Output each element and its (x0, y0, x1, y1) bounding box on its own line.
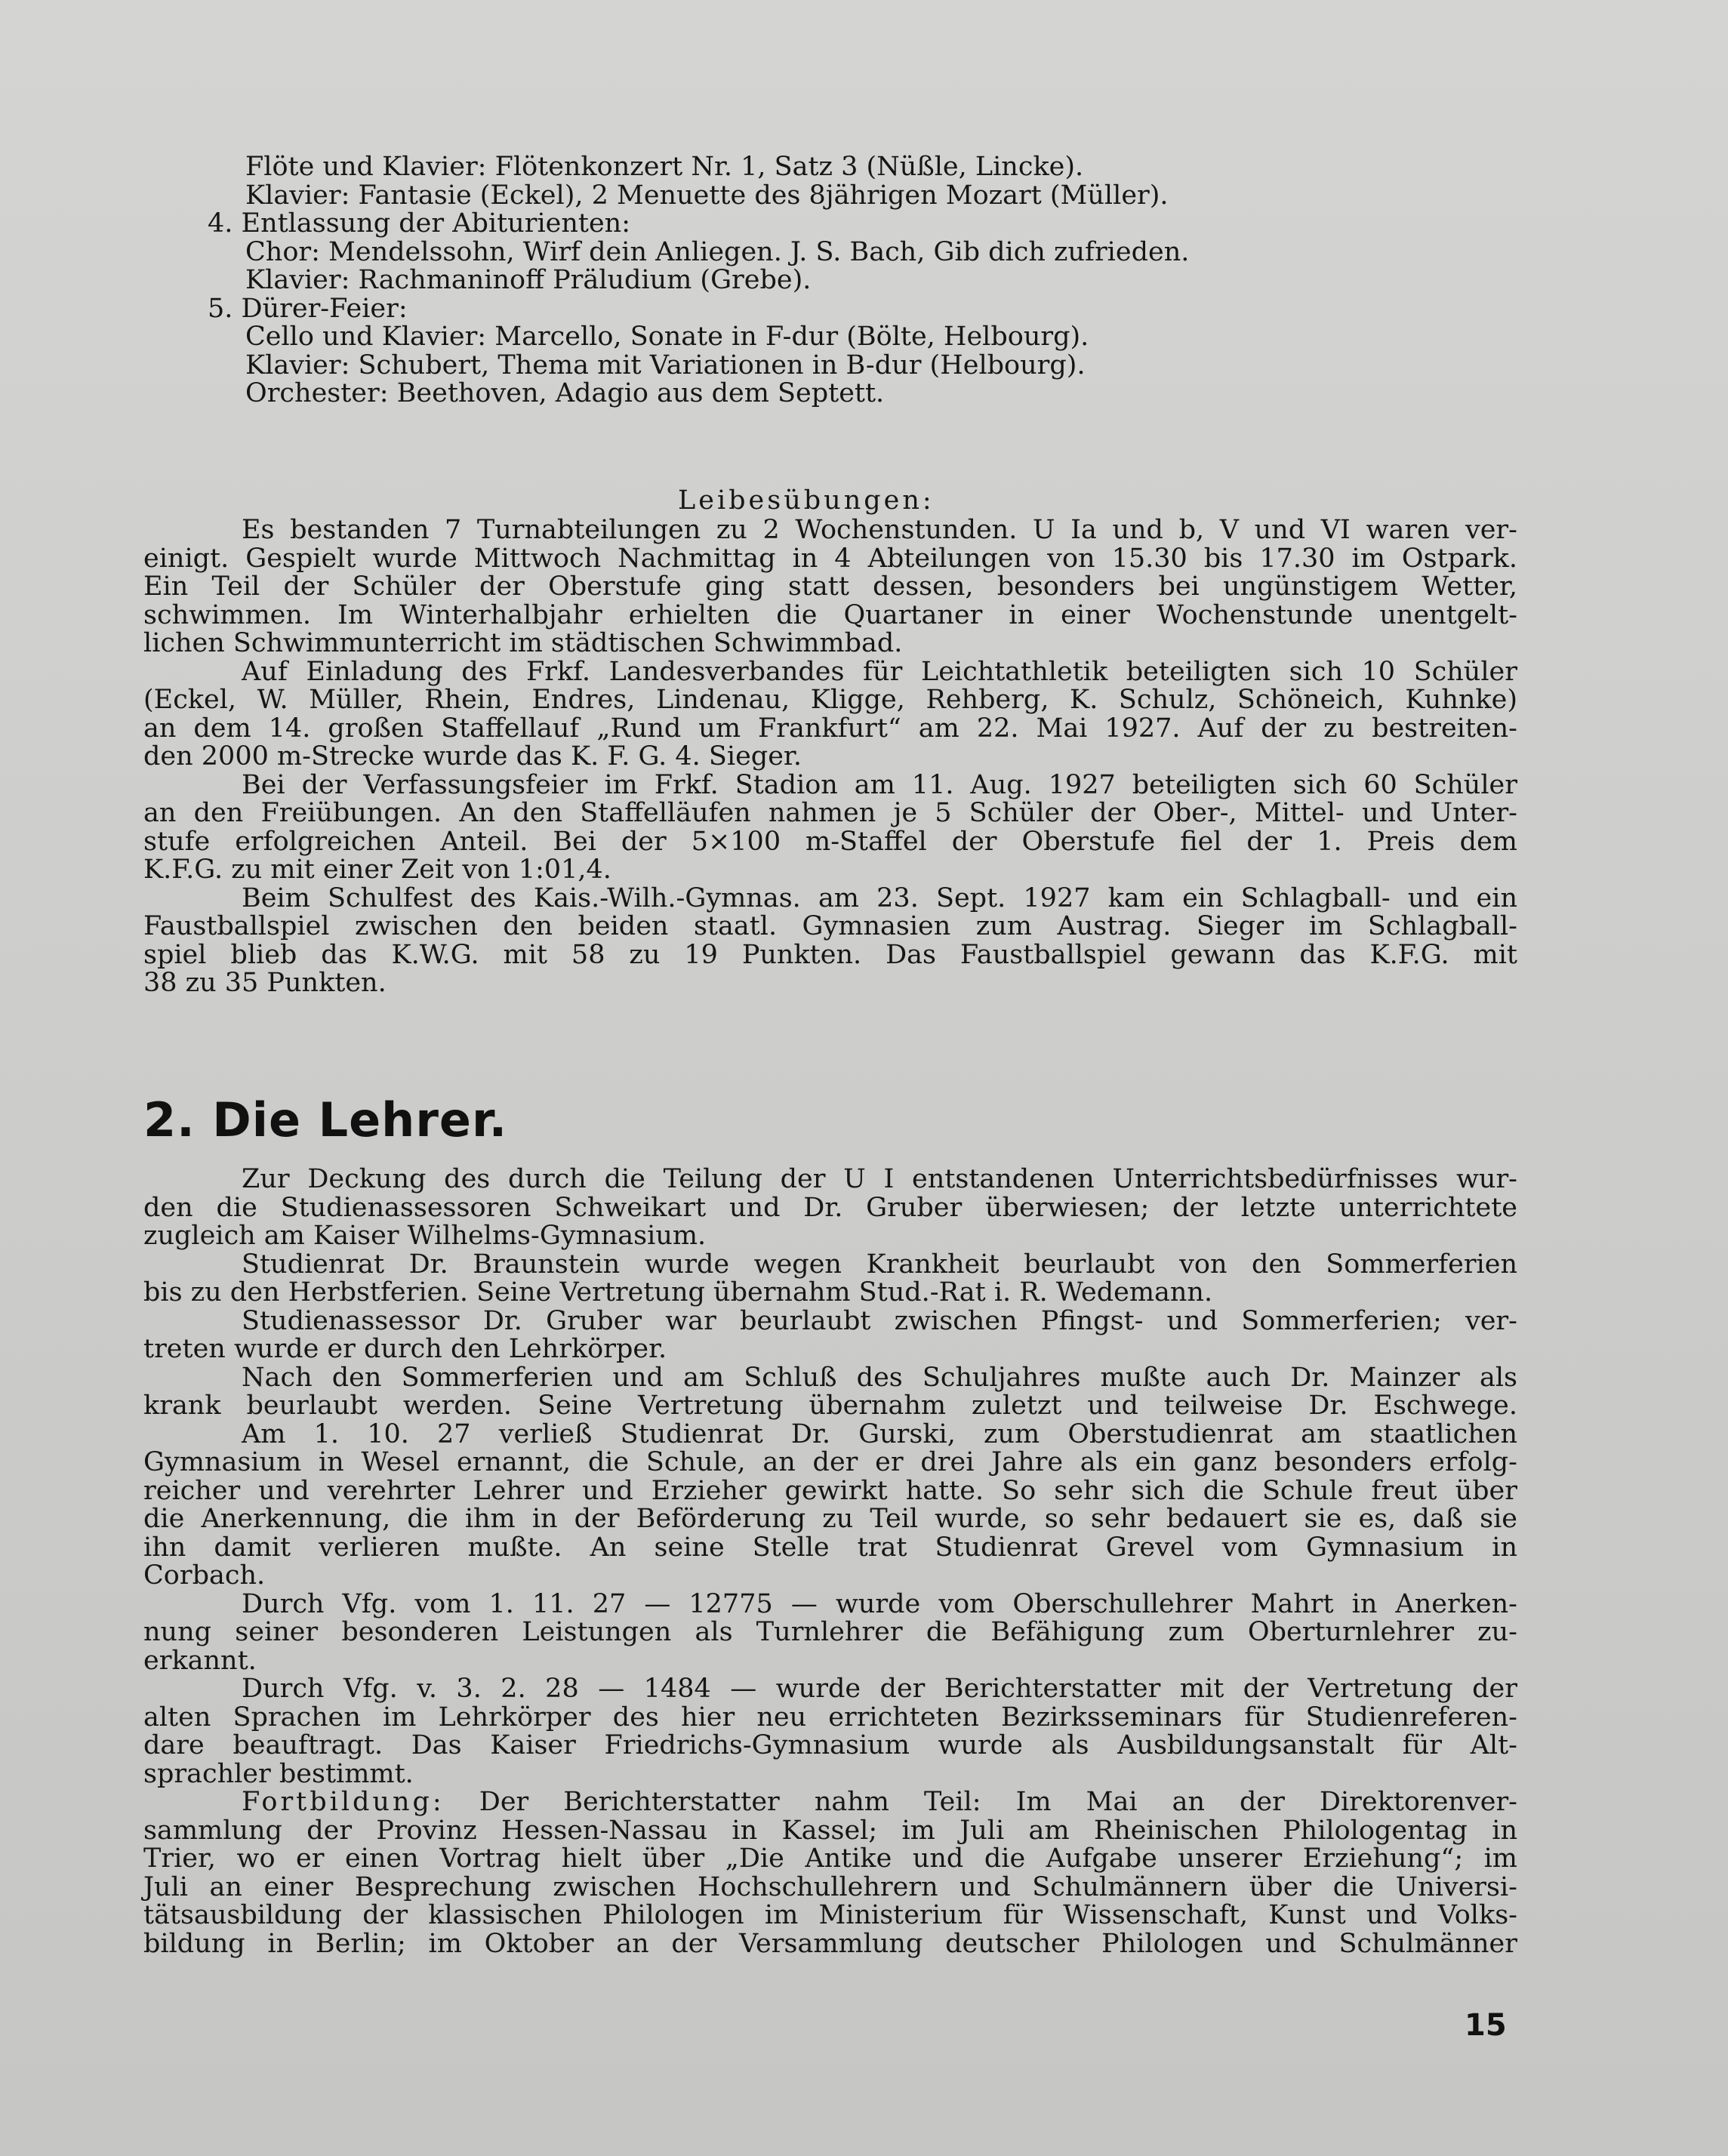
paragraph (143, 769, 1517, 885)
text-line: Auf Einladung des Frkf. Landesverbandes für Leichtathletik beteiligten sich 10 Schüler (242, 656, 1517, 687)
text-line: Nach den Sommerferien und am Schluß des Schuljahres mußte auch Dr. Mainzer als (242, 1362, 1517, 1393)
text-line: sprachler bestimmt. (143, 1758, 414, 1789)
text-line: Corbach. (143, 1560, 266, 1591)
text-line: an den Freiübungen. An den Staffelläufen nahmen je 5 Schüler der Ober-, Mittel- und Unter- (143, 798, 1517, 828)
text-line: den 2000 m-Strecke wurde das K. F. G. 4. Sieger. (143, 741, 802, 772)
leibesuebungen-section (143, 516, 1517, 998)
program-line: Klavier: Fantasie (Eckel), 2 Menuette des 8jährigen Mozart (Müller). (245, 180, 1169, 211)
text-line: zugleich am Kaiser Wilhelms-Gymnasium. (143, 1221, 707, 1251)
program-line: Klavier: Schubert, Thema mit Variationen in B-dur (Helbourg). (245, 350, 1086, 380)
text-line: Durch Vfg. v. 3. 2. 28 — 1484 — wurde der Berichterstatter mit der Vertretung der (242, 1674, 1517, 1704)
paragraph (143, 1307, 1517, 1364)
paragraph (143, 1588, 1517, 1676)
text-line: 38 zu 35 Punkten. (143, 968, 387, 998)
program-item-heading: 4. Entlassung der Abiturienten: (208, 208, 631, 239)
paragraph (143, 882, 1517, 998)
text-line: spiel blieb das K.W.G. mit 58 zu 19 Punkten. Das Faustballspiel gewann das K.F.G. mit (143, 939, 1517, 970)
text-line: Am 1. 10. 27 verließ Studienrat Dr. Gurski, zum Oberstudienrat am staatlichen (242, 1418, 1517, 1449)
text-line: Studienrat Dr. Braunstein wurde wegen Krankheit beurlaubt von den Sommerferien (242, 1249, 1517, 1280)
text-line: an dem 14. großen Staffellauf „Rund um Frankfurt“ am 22. Mai 1927. Auf der zu bestreiten- (143, 713, 1517, 744)
text-line: treten wurde er durch den Lehrkörper. (143, 1334, 667, 1364)
program-line: Klavier: Rachmaninoff Präludium (Grebe). (245, 265, 812, 295)
text-line: erkannt. (143, 1645, 257, 1676)
text-line: alten Sprachen im Lehrkörper des hier neu errichteten Bezirksseminars für Studienreferen- (143, 1702, 1517, 1732)
paragraph (143, 1166, 1517, 1251)
paragraph (143, 1364, 1517, 1421)
text-line: Studienassessor Dr. Gruber war beurlaubt zwischen Pfingst- und Sommerferien; ver- (242, 1305, 1517, 1336)
text-line: Bei der Verfassungsfeier im Frkf. Stadion am 11. Aug. 1927 beteiligten sich 60 Schüler (242, 769, 1517, 800)
program-line: Cello und Klavier: Marcello, Sonate in F-dur (Bölte, Helbourg). (245, 322, 1089, 352)
text-line (143, 1788, 1517, 1817)
text-line: tätsausbildung der klassischen Philologen im Ministerium für Wissenschaft, Kunst und Volks- (143, 1900, 1517, 1930)
page-number: 15 (1465, 2008, 1507, 2043)
text-line: ihn damit verlieren mußte. An seine Stelle trat Studienrat Grevel vom Gymnasium in (143, 1532, 1517, 1563)
program-line: Orchester: Beethoven, Adagio aus dem Septett. (245, 378, 885, 408)
paragraph (143, 1251, 1517, 1307)
paragraph (143, 1418, 1517, 1591)
text-line: lichen Schwimmunterricht im städtischen Schwimmbad. (143, 628, 903, 658)
text-line: einigt. Gespielt wurde Mittwoch Nachmittag in 4 Abteilungen von 15.30 bis 17.30 im Ostpark. (143, 543, 1517, 574)
text-line: nung seiner besonderen Leistungen als Turnlehrer die Befähigung zum Oberturnlehrer zu- (143, 1617, 1517, 1647)
lehrer-section (143, 1166, 1517, 1958)
text-line: stufe erfolgreichen Anteil. Bei der 5×100 m-Staffel der Oberstufe fiel der 1. Preis dem (143, 826, 1517, 857)
text-line: die Anerkennung, die ihm in der Beförderung zu Teil wurde, so sehr bedauert sie es, daß sie (143, 1504, 1517, 1534)
text-line: K.F.G. zu mit einer Zeit von 1:01,4. (143, 855, 611, 885)
text-line: Durch Vfg. vom 1. 11. 27 — 12775 — wurde vom Oberschullehrer Mahrt in Anerken- (242, 1588, 1517, 1619)
program-line: Flöte und Klavier: Flötenkonzert Nr. 1, Satz 3 (Nüßle, Lincke). (245, 152, 1084, 182)
program-item-heading: 5. Dürer-Feier: (208, 293, 408, 324)
fortbildung-label: Fortbildung: (242, 1787, 445, 1817)
text-line: Gymnasium in Wesel ernannt, die Schule, an der er drei Jahre als ein ganz besonders erfolg- (143, 1447, 1517, 1477)
text-line: Faustballspiel zwischen den beiden staatl. Gymnasien zum Austrag. Sieger im Schlagball- (143, 911, 1517, 941)
festival-program (208, 152, 1190, 408)
text-line: Trier, wo er einen Vortrag hielt über „Die Antike und die Aufgabe unserer Erziehung“; im (143, 1843, 1517, 1874)
text-line: Juli an einer Besprechung zwischen Hochschullehrern und Schulmännern über die Universi- (143, 1871, 1517, 1902)
text-line: Zur Deckung des durch die Teilung der U I entstandenen Unterrichtsbedürfnisses wur- (242, 1164, 1517, 1194)
paragraph (143, 1675, 1517, 1788)
paragraph-fortbildung (143, 1788, 1517, 1958)
section-heading: 2. Die Lehrer. (143, 1092, 508, 1147)
text-line: Ein Teil der Schüler der Oberstufe ging statt dessen, besonders bei ungünstigem Wetter, (143, 571, 1517, 602)
text-line: (Eckel, W. Müller, Rhein, Endres, Lindenau, Kligge, Rehberg, K. Schulz, Schöneich, Kuhnke) (143, 685, 1517, 715)
text-line: schwimmen. Im Winterhalbjahr erhielten die Quartaner in einer Wochenstunde unentgelt- (143, 599, 1517, 630)
text-line: bis zu den Herbstferien. Seine Vertretung übernahm Stud.-Rat i. R. Wedemann. (143, 1277, 1213, 1307)
text-line: Beim Schulfest des Kais.-Wilh.-Gymnas. am 23. Sept. 1927 kam ein Schlagball- und ein (242, 882, 1517, 913)
paragraph (143, 516, 1517, 658)
text-line: reicher und verehrter Lehrer und Erzieher gewirkt hatte. So sehr sich die Schule freut über (143, 1475, 1517, 1506)
text-line: bildung in Berlin; im Oktober an der Versammlung deutscher Philologen und Schulmänner (143, 1928, 1517, 1959)
fortbildung-text: Der Berichterstatter nahm Teil: Im Mai an der Direktorenver- (444, 1787, 1517, 1817)
program-line: Chor: Mendelssohn, Wirf dein Anliegen. J. S. Bach, Gib dich zufrieden. (245, 236, 1190, 267)
paragraph (143, 658, 1517, 772)
text-line: sammlung der Provinz Hessen-Nassau in Kassel; im Juli am Rheinischen Philologentag in (143, 1815, 1517, 1846)
text-line: krank beurlaubt werden. Seine Vertretung übernahm zuletzt und teilweise Dr. Eschwege. (143, 1391, 1517, 1421)
text-line: dare beauftragt. Das Kaiser Friedrichs-Gymnasium wurde als Ausbildungsanstalt für Alt- (143, 1730, 1517, 1760)
text-line: den die Studienassessoren Schweikart und Dr. Gruber überwiesen; der letzte unterrichtete (143, 1192, 1517, 1223)
leibesuebungen-title: Leibesübungen: (678, 485, 935, 516)
text-line: Es bestanden 7 Turnabteilungen zu 2 Wochenstunden. U Ia und b, V und VI waren ver- (242, 515, 1517, 545)
